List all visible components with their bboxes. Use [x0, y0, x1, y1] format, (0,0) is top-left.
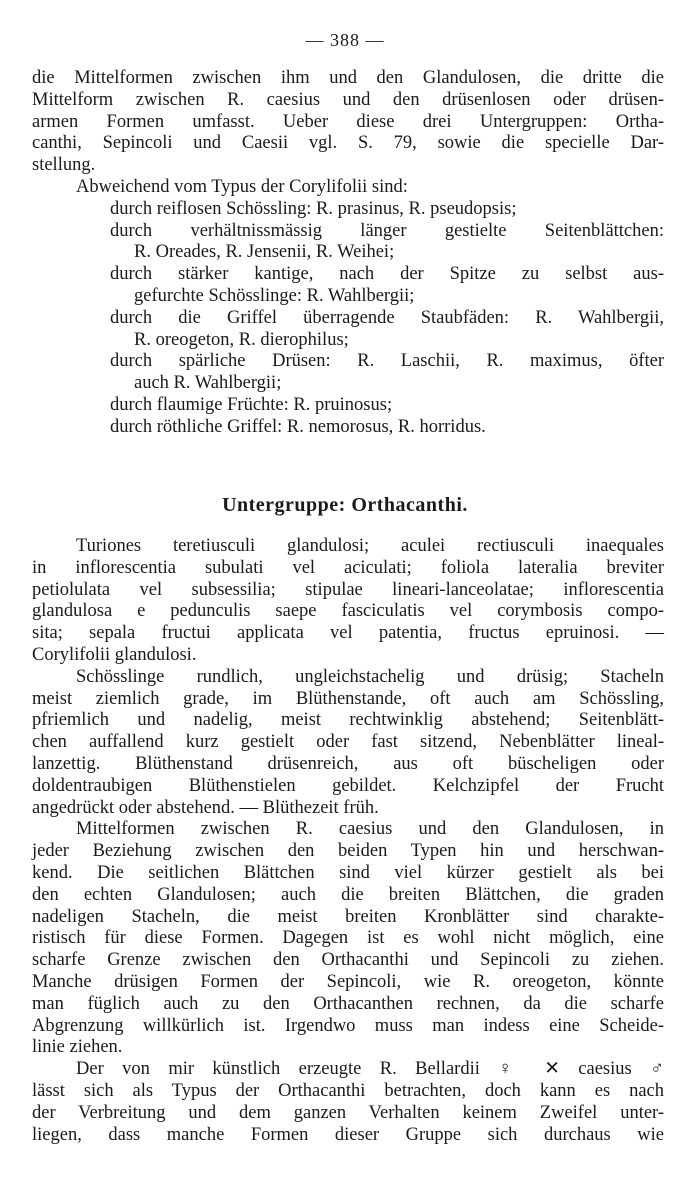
- text-line: lanzettig. Blüthenstand drüsenreich, aus oft büscheligen oder: [32, 753, 664, 774]
- text-line: angedrückt oder abstehend. — Blüthezeit früh.: [32, 797, 379, 818]
- text-line: armen Formen umfasst. Ueber diese drei Untergruppen: Ortha-: [32, 111, 664, 132]
- text-line: lässt sich als Typus der Orthacanthi betrachten, doch kann es nach: [32, 1080, 664, 1101]
- text-line: liegen, dass manche Formen dieser Gruppe sich durchaus wie: [32, 1124, 664, 1145]
- list-line: durch stärker kantige, nach der Spitze zu selbst aus-: [110, 264, 664, 285]
- text-line: ristisch für diese Formen. Dagegen ist es wohl nicht möglich, eine: [32, 928, 664, 949]
- text-line: der Verbreitung und dem ganzen Verhalten keinem Zweifel unter-: [32, 1102, 664, 1123]
- text-line: kend. Die seitlichen Blättchen sind viel kürzer gestielt als bei: [32, 862, 664, 883]
- text-line: doldentraubigen Blüthenstielen gebildet. Kelchzipfel der Frucht: [32, 775, 664, 796]
- text-line: sita; sepala fructui applicata vel patentia, fructus epruinosi. —: [32, 623, 664, 644]
- orthacanthi-section: [32, 536, 664, 1146]
- text-line: glandulosa e pedunculis saepe fasciculatis vel corymbosis compo-: [32, 601, 664, 622]
- text-line: man füglich auch zu den Orthacanthen rechnen, da die scharfe: [32, 993, 664, 1014]
- text-line: jeder Beziehung zwischen den beiden Typen hin und herschwan-: [32, 841, 664, 862]
- list-line: durch reiflosen Schössling: R. prasinus, R. pseudopsis;: [110, 198, 517, 219]
- text-line: scharfe Grenze zwischen den Orthacanthi und Sepincoli zu ziehen.: [32, 950, 664, 971]
- intro-section: [32, 68, 664, 439]
- list-line: durch röthliche Griffel: R. nemorosus, R. horridus.: [110, 416, 486, 437]
- list-line: auch R. Wahlbergii;: [134, 373, 282, 394]
- text-line: nadeligen Stacheln, die meist breiten Kronblätter sind charakte-: [32, 906, 664, 927]
- text-line: Abgrenzung willkürlich ist. Irgendwo muss man indess eine Scheide-: [32, 1015, 664, 1036]
- text-line: die Mittelformen zwischen ihm und den Glandulosen, die dritte die: [32, 68, 664, 88]
- text-line: Mittelform zwischen R. caesius und den drüsenlosen oder drüsen-: [32, 89, 664, 110]
- text-line: in inflorescentia subulati vel aciculati; foliola lateralia breviter: [32, 557, 664, 578]
- text-line: canthi, Sepincoli und Caesii vgl. S. 79, sowie die specielle Dar-: [32, 133, 664, 154]
- text-line: stellung.: [32, 155, 96, 176]
- text-line: den echten Glandulosen; auch die breiten Blättchen, die graden: [32, 884, 664, 905]
- list-intro: Abweichend vom Typus der Corylifolii sind:: [76, 176, 408, 197]
- list-line: durch spärliche Drüsen: R. Laschii, R. maximus, öfter: [110, 351, 664, 372]
- text-line: linie ziehen.: [32, 1037, 123, 1058]
- text-line: Mittelformen zwischen R. caesius und den Glandulosen, in: [76, 819, 664, 840]
- text-line: pfriemlich und nadelig, meist rechtwinklig abstehend; Seitenblätt-: [32, 710, 664, 731]
- list-line: durch flaumige Früchte: R. pruinosus;: [110, 394, 393, 415]
- section-heading: Untergruppe: Orthacanthi.: [222, 494, 468, 516]
- text-line: Schösslinge rundlich, ungleichstachelig und drüsig; Stacheln: [76, 666, 664, 687]
- text-line: petiolulata vel subsessilia; stipulae lineari-lanceolatae; inflorescentia: [32, 579, 664, 600]
- text-line: Der von mir künstlich erzeugte R. Bellardii ♀ ✕ caesius ♂: [76, 1059, 664, 1080]
- list-line: R. oreogeton, R. dierophilus;: [134, 329, 349, 350]
- list-line: durch die Griffel überragende Staubfäden: R. Wahlbergii,: [110, 307, 664, 328]
- text-line: chen auffallend kurz gestielt oder fast sitzend, Nebenblätter lineal-: [32, 732, 664, 753]
- text-line: meist ziemlich grade, im Blüthenstande, oft auch am Schössling,: [32, 688, 664, 709]
- list-line: durch verhältnissmässig länger gestielte Seitenblättchen:: [110, 220, 664, 241]
- page-number: — 388 —: [305, 30, 385, 50]
- text-line: Manche drüsigen Formen der Sepincoli, wie R. oreogeton, könnte: [32, 971, 664, 992]
- list-line: R. Oreades, R. Jensenii, R. Weihei;: [134, 242, 395, 263]
- list-line: gefurchte Schösslinge: R. Wahlbergii;: [134, 285, 415, 306]
- text-line: Corylifolii glandulosi.: [32, 644, 197, 665]
- text-line: Turiones teretiusculi glandulosi; aculei rectiusculi inaequales: [76, 536, 664, 556]
